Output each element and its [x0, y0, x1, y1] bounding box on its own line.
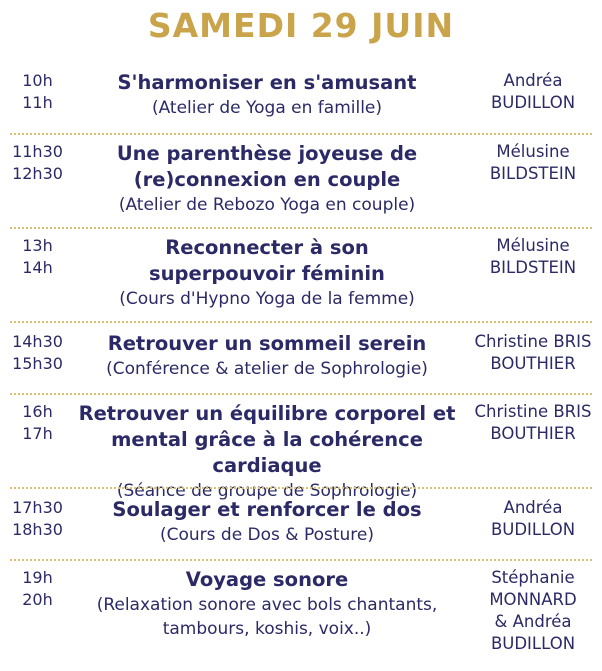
session-presenter	[468, 497, 598, 541]
session-description	[62, 331, 472, 381]
session-title: S'harmoniser en s'amusant	[117, 71, 417, 94]
session-time	[10, 235, 65, 279]
page-title: SAMEDI 29 JUIN	[147, 6, 455, 45]
session-title: Voyage sonore	[185, 568, 349, 591]
presenter-line: BUDILLON	[490, 93, 576, 112]
presenter-line: BOUTHIER	[490, 354, 576, 373]
session-time	[10, 567, 65, 611]
session-title: Reconnecter à son	[165, 236, 369, 259]
separator	[10, 393, 592, 395]
presenter-line: MONNARD	[489, 590, 577, 609]
presenter-line: Mélusine	[496, 142, 570, 161]
session-subtitle: (Conférence & atelier de Sophrologie)	[106, 359, 428, 379]
end-time: 15h30	[12, 354, 63, 373]
session-title: superpouvoir féminin	[149, 262, 385, 285]
start-time: 19h	[22, 568, 53, 587]
session-title: (re)connexion en couple	[133, 168, 401, 191]
separator	[10, 321, 592, 323]
separator	[10, 559, 592, 561]
session-subtitle: (Atelier de Yoga en famille)	[151, 98, 383, 118]
presenter-line: Andréa	[503, 71, 563, 90]
end-time: 18h30	[12, 520, 63, 539]
session-title: Une parenthèse joyeuse de	[116, 142, 418, 165]
session-title: Retrouver un équilibre corporel et	[78, 402, 456, 425]
session-title: Soulager et renforcer le dos	[112, 498, 422, 521]
session-time	[10, 70, 65, 114]
session-description	[62, 235, 472, 311]
separator	[10, 227, 592, 229]
start-time: 10h	[22, 71, 53, 90]
start-time: 14h30	[12, 332, 63, 351]
session-description	[62, 70, 472, 120]
session-presenter	[468, 235, 598, 279]
end-time: 17h	[22, 424, 53, 443]
session-presenter	[468, 70, 598, 114]
end-time: 12h30	[12, 164, 63, 183]
session-presenter	[468, 141, 598, 185]
presenter-line: BILDSTEIN	[489, 164, 577, 183]
session-time	[10, 497, 65, 541]
session-presenter	[468, 331, 598, 375]
session-time	[10, 331, 65, 375]
session-description	[62, 497, 472, 547]
presenter-line: Andréa	[503, 498, 563, 517]
start-time: 13h	[22, 236, 53, 255]
session-subtitle: (Séance de groupe de Sophrologie)	[116, 481, 418, 501]
presenter-line: BOUTHIER	[490, 424, 576, 443]
presenter-line: Christine BRIS	[474, 332, 592, 351]
presenter-line: & Andréa	[494, 612, 572, 631]
session-time	[10, 401, 65, 445]
session-time	[10, 141, 65, 185]
start-time: 16h	[22, 402, 53, 421]
session-description	[62, 567, 472, 641]
session-subtitle: (Cours de Dos & Posture)	[159, 525, 375, 545]
presenter-line: Christine BRIS	[474, 402, 592, 421]
separator	[10, 487, 592, 489]
end-time: 20h	[22, 590, 53, 609]
start-time: 11h30	[12, 142, 63, 161]
end-time: 11h	[22, 93, 53, 112]
separator	[10, 133, 592, 135]
presenter-line: Stéphanie	[491, 568, 575, 587]
session-subtitle: (Cours d'Hypno Yoga de la femme)	[119, 289, 415, 309]
presenter-line: BUDILLON	[490, 634, 576, 653]
session-subtitle: (Relaxation sonore avec bols chantants,	[96, 595, 438, 615]
session-subtitle: tambours, koshis, voix..)	[162, 619, 372, 639]
session-title: mental grâce à la cohérence cardiaque	[111, 428, 423, 477]
session-subtitle: (Atelier de Rebozo Yoga en couple)	[118, 195, 416, 215]
presenter-line: BUDILLON	[490, 520, 576, 539]
session-title: Retrouver un sommeil serein	[107, 332, 427, 355]
session-description	[62, 141, 472, 217]
end-time: 14h	[22, 258, 53, 277]
start-time: 17h30	[12, 498, 63, 517]
session-presenter	[468, 567, 598, 655]
session-presenter	[468, 401, 598, 445]
presenter-line: BILDSTEIN	[489, 258, 577, 277]
presenter-line: Mélusine	[496, 236, 570, 255]
